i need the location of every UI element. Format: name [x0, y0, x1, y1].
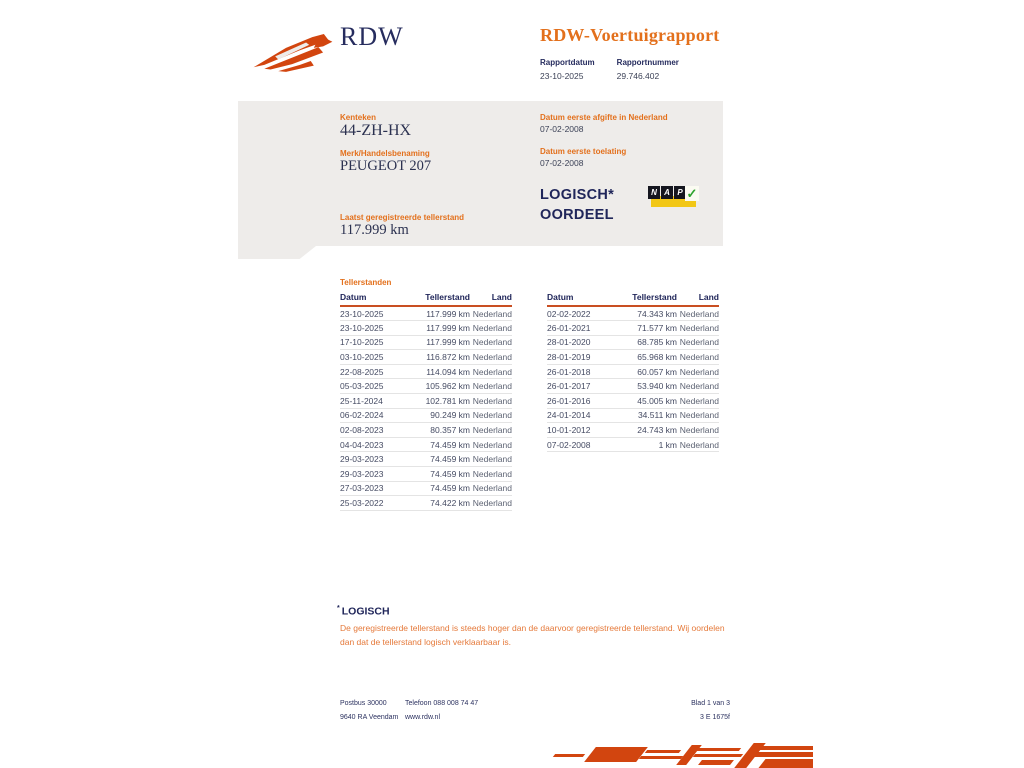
cell-tellerstand: 117.999 km: [404, 321, 470, 336]
cell-datum: 07-02-2008: [547, 437, 611, 452]
rdw-stripes-decoration-icon: [538, 741, 813, 768]
table-row: [547, 306, 719, 321]
footer-pageinfo: [691, 700, 730, 728]
table-row: [340, 350, 512, 365]
cell-tellerstand: 117.999 km: [404, 335, 470, 350]
verdict-line1: LOGISCH*: [540, 187, 615, 203]
cell-land: Nederland: [470, 496, 512, 511]
cell-datum: 23-10-2025: [340, 306, 404, 321]
header-datum: Datum: [547, 290, 611, 306]
table-header-row: [547, 290, 719, 306]
cell-tellerstand: 74.459 km: [404, 481, 470, 496]
nap-letter-n: N: [648, 186, 660, 199]
rdw-bird-logo-icon: [252, 26, 337, 76]
table-row: [340, 437, 512, 452]
table-row: [340, 364, 512, 379]
kenteken-value: 44-ZH-HX: [340, 122, 412, 139]
cell-land: Nederland: [470, 481, 512, 496]
cell-datum: 25-03-2022: [340, 496, 404, 511]
cell-datum: 24-01-2014: [547, 408, 611, 423]
afgifte-label: Datum eerste afgifte in Nederland: [540, 113, 668, 122]
cell-tellerstand: 74.459 km: [404, 452, 470, 467]
report-meta: [540, 58, 679, 81]
report-number-label: Rapportnummer: [616, 58, 679, 67]
cell-tellerstand: 60.057 km: [611, 364, 677, 379]
footer-address-line1: Postbus 30000: [340, 700, 387, 707]
table-row: [340, 452, 512, 467]
page-title: RDW-Voertuigrapport: [540, 25, 720, 45]
cell-land: Nederland: [470, 467, 512, 482]
table-row: [547, 437, 719, 452]
header-land: Land: [470, 290, 512, 306]
cell-land: Nederland: [677, 379, 719, 394]
cell-tellerstand: 105.962 km: [404, 379, 470, 394]
cell-land: Nederland: [677, 306, 719, 321]
report-date-field: [540, 58, 595, 81]
cell-land: Nederland: [470, 379, 512, 394]
footnote-title: [337, 605, 390, 618]
cell-datum: 06-02-2024: [340, 408, 404, 423]
cell-land: Nederland: [470, 306, 512, 321]
table-row: [547, 379, 719, 394]
cell-land: Nederland: [677, 437, 719, 452]
cell-tellerstand: 1 km: [611, 437, 677, 452]
footer-contact: [405, 700, 478, 728]
cell-land: Nederland: [677, 335, 719, 350]
cell-datum: 04-04-2023: [340, 437, 404, 452]
odometer-table-right: [547, 290, 719, 452]
cell-tellerstand: 34.511 km: [611, 408, 677, 423]
cell-land: Nederland: [677, 394, 719, 409]
footer-address-line2: 9640 RA Veendam: [340, 714, 399, 721]
tellerstand-label: Laatst geregistreerde tellerstand: [340, 213, 465, 222]
cell-datum: 28-01-2020: [547, 335, 611, 350]
vehicle-summary-box: [238, 101, 723, 246]
table-row: [340, 481, 512, 496]
table-row: [547, 423, 719, 438]
nap-letter-p: P: [674, 186, 686, 199]
kenteken-label: Kenteken: [340, 113, 377, 122]
verdict-line2: OORDEEL: [540, 207, 614, 223]
footer-address: [340, 700, 398, 728]
cell-tellerstand: 117.999 km: [404, 306, 470, 321]
cell-datum: 27-03-2023: [340, 481, 404, 496]
cell-datum: 26-01-2017: [547, 379, 611, 394]
table-row: [340, 321, 512, 336]
cell-datum: 28-01-2019: [547, 350, 611, 365]
cell-datum: 23-10-2025: [340, 321, 404, 336]
cell-datum: 26-01-2018: [547, 364, 611, 379]
cell-datum: 26-01-2016: [547, 394, 611, 409]
header-tellerstand: Tellerstand: [611, 290, 677, 306]
cell-tellerstand: 74.422 km: [404, 496, 470, 511]
cell-tellerstand: 80.357 km: [404, 423, 470, 438]
report-date-label: Rapportdatum: [540, 58, 595, 67]
tables-title: Tellerstanden: [340, 278, 392, 287]
cell-land: Nederland: [470, 408, 512, 423]
afgifte-value: 07-02-2008: [540, 124, 584, 134]
tellerstand-value: 117.999 km: [340, 222, 409, 238]
cell-datum: 25-11-2024: [340, 394, 404, 409]
header-tellerstand: Tellerstand: [404, 290, 470, 306]
cell-tellerstand: 74.459 km: [404, 437, 470, 452]
cell-tellerstand: 90.249 km: [404, 408, 470, 423]
report-number-value: 29.746.402: [616, 71, 660, 81]
table-row: [340, 496, 512, 511]
footer-website[interactable]: www.rdw.nl: [405, 714, 441, 721]
rdw-wordmark: RDW: [340, 22, 404, 51]
cell-tellerstand: 114.094 km: [404, 364, 470, 379]
merk-label: Merk/Handelsbenaming: [340, 149, 430, 158]
toelating-label: Datum eerste toelating: [540, 147, 627, 156]
footer-phone: Telefoon 088 008 74 47: [405, 700, 479, 707]
cell-tellerstand: 74.343 km: [611, 306, 677, 321]
nap-logo-icon: [648, 186, 700, 210]
cell-datum: 22-08-2025: [340, 364, 404, 379]
cell-land: Nederland: [677, 364, 719, 379]
table-row: [547, 335, 719, 350]
footnote-asterisk: *: [337, 605, 340, 612]
cell-datum: 05-03-2025: [340, 379, 404, 394]
table-row: [547, 394, 719, 409]
cell-tellerstand: 74.459 km: [404, 467, 470, 482]
cell-tellerstand: 116.872 km: [404, 350, 470, 365]
nap-checkmark-icon: ✓: [686, 186, 698, 201]
cell-datum: 29-03-2023: [340, 452, 404, 467]
cell-datum: 03-10-2025: [340, 350, 404, 365]
table-row: [340, 379, 512, 394]
table-row: [340, 408, 512, 423]
table-header-row: [340, 290, 512, 306]
cell-land: Nederland: [677, 408, 719, 423]
table-row: [340, 467, 512, 482]
table-row: [547, 350, 719, 365]
cell-tellerstand: 24.743 km: [611, 423, 677, 438]
cell-datum: 02-08-2023: [340, 423, 404, 438]
cell-land: Nederland: [470, 437, 512, 452]
cell-land: Nederland: [470, 335, 512, 350]
cell-datum: 26-01-2021: [547, 321, 611, 336]
odometer-table-left: [340, 290, 512, 511]
cell-datum: 17-10-2025: [340, 335, 404, 350]
cell-tellerstand: 53.940 km: [611, 379, 677, 394]
footer-page-number: Blad 1 van 3: [691, 700, 730, 707]
cell-datum: 29-03-2023: [340, 467, 404, 482]
nap-letter-a: A: [661, 186, 673, 199]
report-number-field: [617, 58, 679, 81]
header-datum: Datum: [340, 290, 404, 306]
report-date-value: 23-10-2025: [540, 71, 584, 81]
cell-land: Nederland: [470, 452, 512, 467]
cell-land: Nederland: [677, 423, 719, 438]
footer-form-code: 3 E 1675f: [700, 714, 730, 721]
cell-datum: 10-01-2012: [547, 423, 611, 438]
table-row: [340, 423, 512, 438]
cell-tellerstand: 102.781 km: [404, 394, 470, 409]
verdict-text: [540, 185, 614, 225]
footnote-text: De geregistreerde tellerstand is steeds hoger dan de daarvoor geregistreerde tellerstand. Wij oordelen dan dat de tellerstand logisch verklaarbaar is.: [340, 623, 725, 647]
cell-land: Nederland: [470, 364, 512, 379]
cell-land: Nederland: [470, 350, 512, 365]
toelating-value: 07-02-2008: [540, 158, 584, 168]
table-row: [547, 364, 719, 379]
table-row: [340, 335, 512, 350]
cell-land: Nederland: [470, 394, 512, 409]
cell-land: Nederland: [470, 321, 512, 336]
cell-land: Nederland: [677, 350, 719, 365]
table-row: [340, 394, 512, 409]
merk-value: PEUGEOT 207: [340, 158, 432, 174]
footnote-title-text: LOGISCH: [341, 605, 390, 618]
cell-land: Nederland: [470, 423, 512, 438]
cell-tellerstand: 45.005 km: [611, 394, 677, 409]
table-row: [340, 306, 512, 321]
cell-tellerstand: 68.785 km: [611, 335, 677, 350]
table-row: [547, 408, 719, 423]
cell-tellerstand: 71.577 km: [611, 321, 677, 336]
header-land: Land: [677, 290, 719, 306]
table-row: [547, 321, 719, 336]
cell-datum: 02-02-2022: [547, 306, 611, 321]
cell-tellerstand: 65.968 km: [611, 350, 677, 365]
summary-box-tab: [238, 246, 316, 259]
cell-land: Nederland: [677, 321, 719, 336]
